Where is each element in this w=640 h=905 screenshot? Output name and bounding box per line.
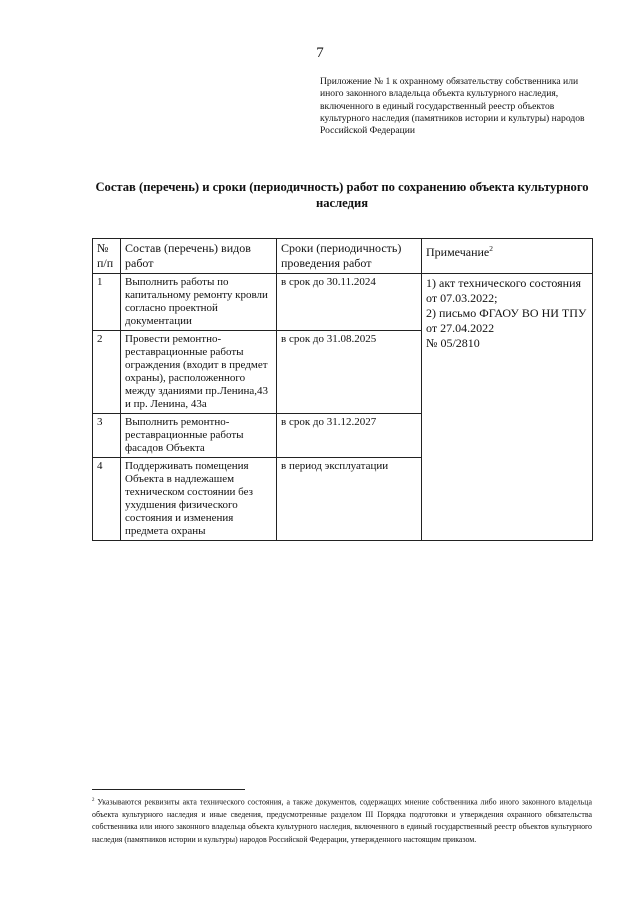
row-works: Провести ремонтно-реставрационные работы ограждения (входит в предмет охраны), расположенного между зданиями пр.Ленина,43 и пр. Ленина, 43а [121, 331, 277, 414]
footnote-mark: 2 [92, 798, 95, 803]
row-terms: в срок до 31.12.2027 [277, 414, 422, 458]
note-cell [422, 274, 593, 541]
note-line: 1) акт технического состояния от 07.03.2022; [426, 276, 582, 305]
document-title: Состав (перечень) и сроки (периодичность) работ по сохранению объекта культурного наследия [95, 180, 589, 210]
row-num: 4 [93, 458, 121, 541]
header-num: № п/п [93, 239, 121, 274]
header-note-label: Примечание [426, 245, 490, 259]
header-note [422, 239, 593, 274]
row-works: Поддерживать помещения Объекта в надлежашем техническом состоянии без ухудшения физического состояния и изменения предмета охраны [121, 458, 277, 541]
row-terms: в срок до 31.08.2025 [277, 331, 422, 414]
footnote [92, 795, 592, 846]
note-line: № 05/2810 [426, 336, 480, 350]
row-num: 1 [93, 274, 121, 331]
header-works: Состав (перечень) видов работ [121, 239, 277, 274]
works-table [92, 238, 593, 541]
appendix-note: Приложение № 1 к охранному обязательству собственника или иного законного владельца объекта культурного наследия, включенного в единый государственный реестр объектов культурного наследия (памятников истории и культуры) народов Российской Федерации [320, 76, 585, 137]
row-terms: в срок до 30.11.2024 [277, 274, 422, 331]
table-row [93, 274, 593, 331]
footnote-ref: 2 [489, 244, 493, 253]
note-line: 2) письмо ФГАОУ ВО НИ ТПУ от 27.04.2022 [426, 306, 587, 335]
footnote-divider [92, 789, 245, 790]
row-works: Выполнить ремонтно-реставрационные работы фасадов Объекта [121, 414, 277, 458]
header-terms: Сроки (периодичность) проведения работ [277, 239, 422, 274]
page-number: 7 [316, 45, 324, 61]
row-num: 2 [93, 331, 121, 414]
row-num: 3 [93, 414, 121, 458]
table-header-row [93, 239, 593, 274]
row-works: Выполнить работы по капитальному ремонту кровли согласно проектной документации [121, 274, 277, 331]
row-terms: в период эксплуатации [277, 458, 422, 541]
footnote-text: Указываются реквизиты акта технического состояния, а также документов, содержащих мнение собственника либо иного законного владельца объекта культурного наследия и иные сведения, предусмотренные разделом III Порядка подготовки и утверждения охранного обязательства собственника или иного законного владельца объекта культурного наследия, включенного в единый государственный реестр объектов культурного наследия (памятников истории и культуры) народов Российской Федерации, утвержденного настоящим приказом. [92, 797, 592, 844]
